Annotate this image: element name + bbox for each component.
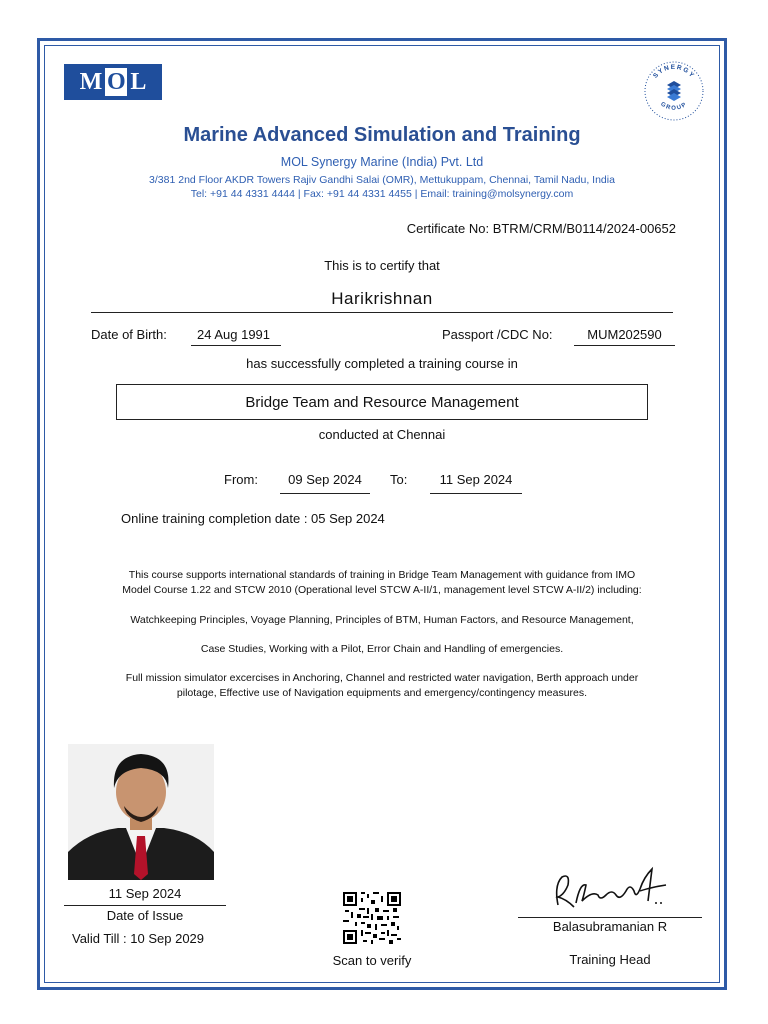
qr-code-icon[interactable]: [343, 892, 401, 944]
mol-logo: [64, 64, 162, 100]
institute-title: Marine Advanced Simulation and Training: [183, 124, 581, 146]
online-completion-date: Online training completion date : 05 Sep 2024: [121, 511, 385, 526]
passport-value: MUM202590: [574, 327, 675, 346]
course-name: Bridge Team and Resource Management: [245, 393, 519, 411]
company-name: MOL Synergy Marine (India) Pvt. Ltd: [280, 155, 484, 169]
logo-letter-m: M: [79, 69, 103, 95]
signer-name: Balasubramanian R: [552, 919, 668, 934]
valid-till: Valid Till : 10 Sep 2029: [72, 931, 205, 946]
description-line: This course supports international standards of training in Bridge Team Management with guidance from IMO: [128, 569, 636, 581]
completed-text: has successfully completed a training course in: [246, 356, 518, 371]
passport-label: Passport /CDC No:: [442, 327, 553, 342]
seal-top-text: SYNERGY: [652, 63, 696, 80]
signer-title: Training Head: [569, 952, 651, 967]
company-address: 3/381 2nd Floor AKDR Towers Rajiv Gandhi Salai (OMR), Mettukuppam, Chennai, Tamil Nadu, India: [149, 174, 615, 186]
logo-letter-o: O: [106, 69, 126, 95]
recipient-name: Harikrishnan: [331, 289, 433, 308]
course-name-box: [116, 384, 648, 420]
to-label: To:: [390, 472, 408, 487]
logo-letter-l: L: [130, 69, 147, 95]
simulator-exercises: [80, 671, 684, 701]
company-contact: Tel: +91 44 4331 4444 | Fax: +91 44 4331 4455 | Email: training@molsynergy.com: [190, 188, 574, 200]
seal-bottom-text: GROUP: [659, 101, 689, 112]
course-description: [80, 568, 684, 598]
course-topics-1: Watchkeeping Principles, Voyage Planning, Principles of BTM, Human Factors, and Resource Management,: [130, 614, 634, 626]
name-underline: [91, 312, 673, 313]
issue-date: 11 Sep 2024: [108, 886, 182, 901]
certificate-number: Certificate No: BTRM/CRM/B0114/2024-00652: [406, 221, 676, 236]
course-topics-2: Case Studies, Working with a Pilot, Error Chain and Handling of emergencies.: [200, 643, 564, 655]
svg-text:GROUP: [659, 101, 688, 111]
description-line: Model Course 1.22 and STCW 2010 (Operational level STCW A-II/1, management level STCW A-II/2) including:: [122, 584, 642, 596]
issue-date-line: [64, 905, 226, 906]
from-date: 09 Sep 2024: [280, 472, 370, 494]
to-date: 11 Sep 2024: [430, 472, 522, 494]
certify-text: This is to certify that: [324, 258, 440, 273]
recipient-photo: [68, 744, 214, 880]
synergy-group-seal-icon: [643, 60, 705, 122]
dob-value: 24 Aug 1991: [191, 327, 281, 346]
from-label: From:: [224, 472, 258, 487]
description-line: pilotage, Effective use of Navigation equipments and emergency/contingency measures.: [176, 687, 588, 699]
scan-to-verify: Scan to verify: [332, 953, 412, 968]
dob-label: Date of Birth:: [91, 327, 167, 342]
conducted-location: conducted at Chennai: [318, 427, 446, 442]
signature-icon: [540, 855, 680, 915]
issue-date-label: Date of Issue: [106, 908, 184, 923]
description-line: Full mission simulator excercises in Anchoring, Channel and restricted water navigation, Berth approach under: [125, 672, 639, 684]
signature-line: [518, 917, 702, 918]
